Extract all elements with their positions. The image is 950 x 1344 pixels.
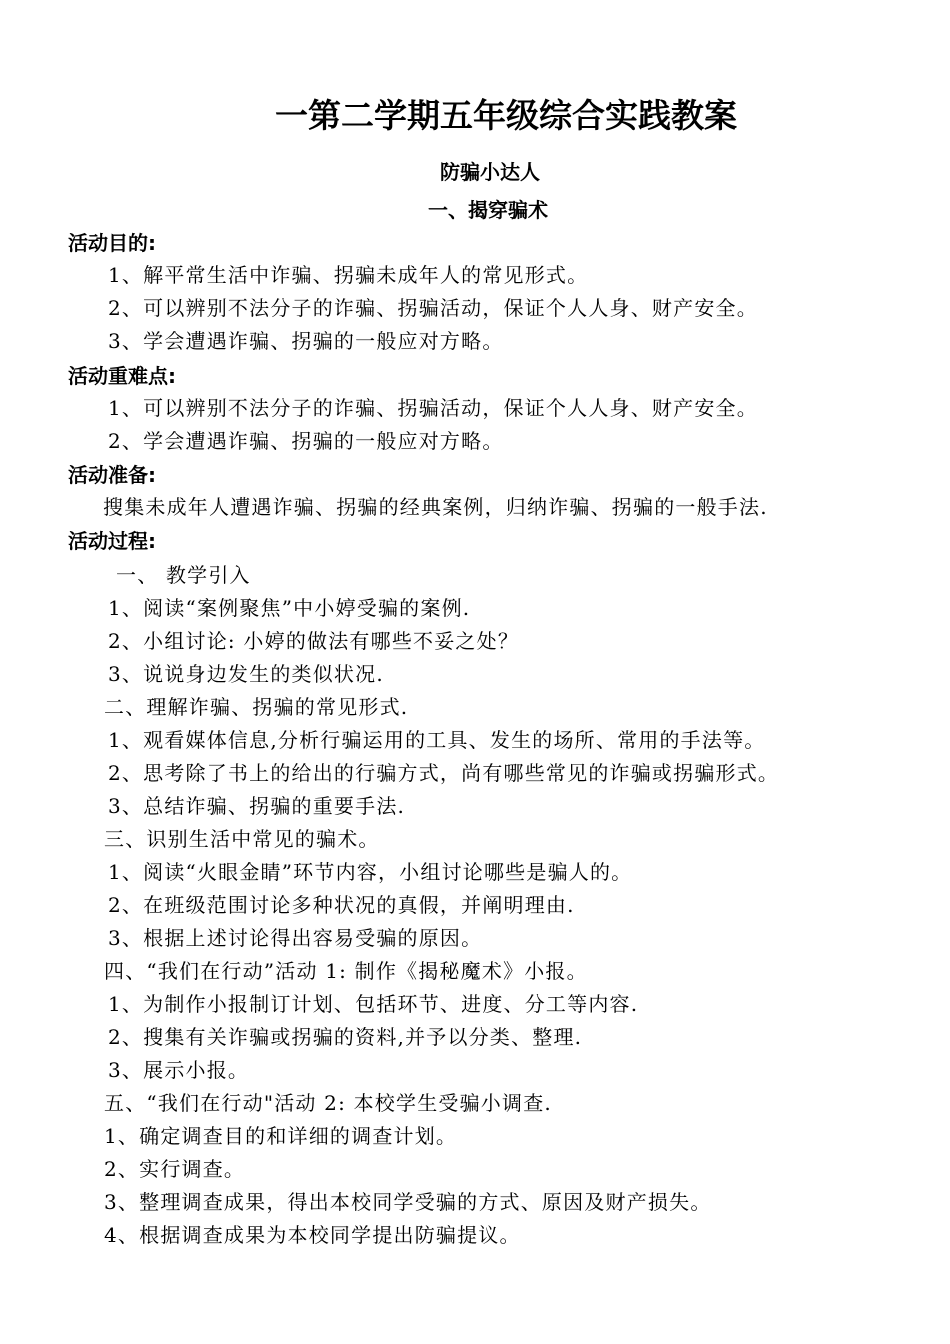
process-line: 2、思考除了书上的给出的行骗方式，尚有哪些常见的诈骗或拐骗形式。 — [108, 761, 780, 785]
process-step-heading: 五、“我们在行动"活动 2: 本校学生受骗小调查. — [104, 1091, 552, 1115]
process-line: 2、在班级范围讨论多种状况的真假，并阐明理由. — [108, 893, 575, 917]
process-line: 1、确定调查目的和详细的调查计划。 — [104, 1124, 458, 1148]
process-line: 1、为制作小报制订计划、包括环节、进度、分工等内容. — [108, 992, 639, 1016]
process-step-heading: 一、 教学引入 — [116, 563, 251, 587]
process-line: 1、阅读“案例聚焦”中小婷受骗的案例. — [108, 596, 471, 620]
preparation-text: 搜集未成年人遭遇诈骗、拐骗的经典案例，归纳诈骗、拐骗的一般手法. — [103, 495, 768, 519]
process-line: 2、实行调查。 — [104, 1157, 246, 1181]
process-step-heading: 四、“我们在行动”活动 1: 制作《揭秘魔术》小报。 — [104, 959, 588, 983]
process-line: 3、展示小报。 — [108, 1058, 250, 1082]
process-line: 1、阅读“火眼金睛”环节内容，小组讨论哪些是骗人的。 — [108, 860, 633, 884]
process-heading: 活动过程: — [68, 529, 156, 553]
purpose-item: 1、解平常生活中诈骗、拐骗未成年人的常见形式。 — [108, 263, 589, 287]
process-line: 3、说说身边发生的类似状况. — [108, 662, 384, 686]
key-point-item: 1、可以辨别不法分子的诈骗、拐骗活动，保证个人人身、财产安全。 — [108, 396, 758, 420]
key-point-item: 2、学会遭遇诈骗、拐骗的一般应对方略。 — [108, 429, 504, 453]
document-title: 一第二学期五年级综合实践教案 — [275, 96, 737, 135]
process-line: 3、整理调查成果，得出本校同学受骗的方式、原因及财产损失。 — [104, 1190, 712, 1214]
section-heading: 一、揭穿骗术 — [428, 198, 548, 222]
process-line: 2、小组讨论: 小婷的做法有哪些不妥之处？ — [108, 629, 520, 653]
key-points-heading: 活动重难点: — [68, 364, 176, 388]
process-step-heading: 三、识别生活中常见的骗术。 — [104, 827, 380, 851]
process-step-heading: 二、理解诈骗、拐骗的常见形式. — [104, 695, 409, 719]
process-line: 3、根据上述讨论得出容易受骗的原因。 — [108, 926, 483, 950]
lesson-subtitle: 防骗小达人 — [440, 160, 540, 184]
purpose-item: 2、可以辨别不法分子的诈骗、拐骗活动，保证个人人身、财产安全。 — [108, 296, 758, 320]
process-line: 1、观看媒体信息,分析行骗运用的工具、发生的场所、常用的手法等。 — [108, 728, 766, 752]
purpose-heading: 活动目的: — [68, 231, 156, 255]
process-line: 3、总结诈骗、拐骗的重要手法. — [108, 794, 406, 818]
process-line: 4、根据调查成果为本校同学提出防骗提议。 — [104, 1223, 521, 1247]
purpose-item: 3、学会遭遇诈骗、拐骗的一般应对方略。 — [108, 329, 504, 353]
process-line: 2、搜集有关诈骗或拐骗的资料,并予以分类、整理. — [108, 1025, 583, 1049]
preparation-heading: 活动准备: — [68, 463, 156, 487]
